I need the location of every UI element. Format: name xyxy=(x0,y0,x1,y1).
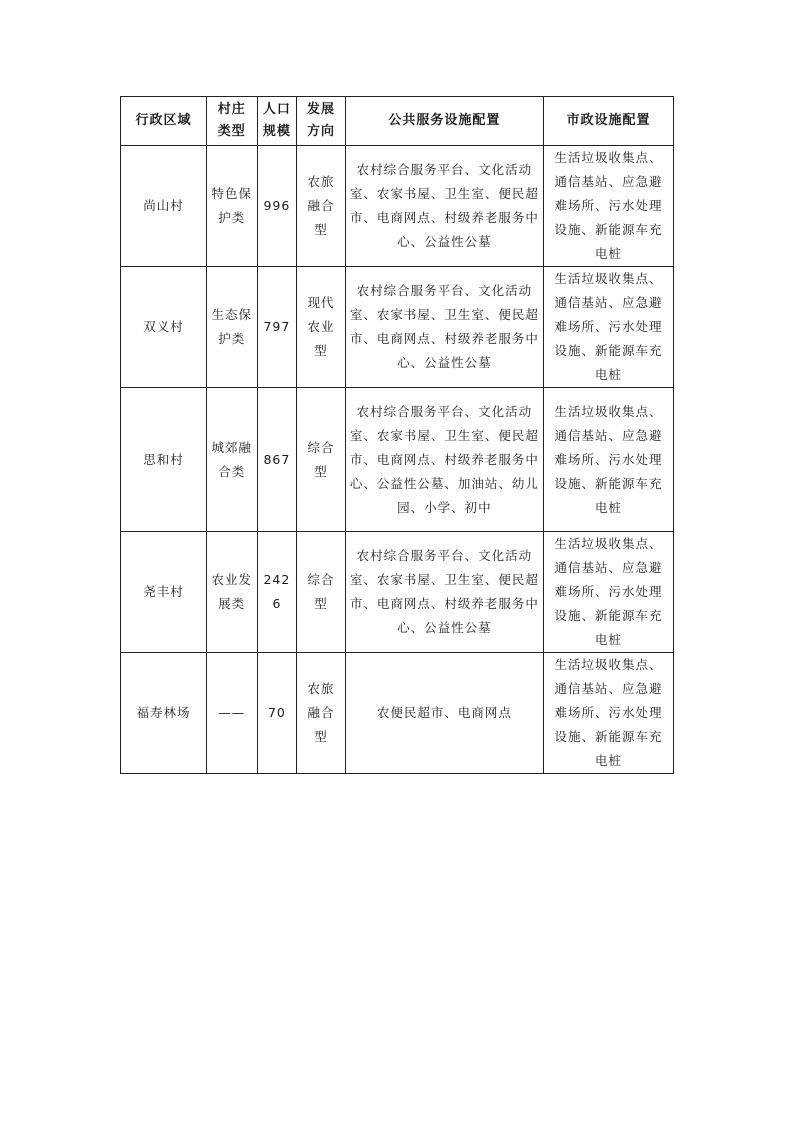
table-row xyxy=(121,532,674,653)
cell-municipal-facilities: 生活垃圾收集点、通信基站、应急避难场所、污水处理设施、新能源车充电桩 xyxy=(544,532,674,653)
table-row xyxy=(121,388,674,532)
header-municipal-facilities: 市政设施配置 xyxy=(544,97,674,146)
header-region: 行政区域 xyxy=(121,97,207,146)
cell-municipal-facilities: 生活垃圾收集点、通信基站、应急避难场所、污水处理设施、新能源车充电桩 xyxy=(544,388,674,532)
cell-municipal-facilities: 生活垃圾收集点、通信基站、应急避难场所、污水处理设施、新能源车充电桩 xyxy=(544,146,674,267)
cell-region: 思和村 xyxy=(121,388,207,532)
header-population: 人口规模 xyxy=(257,97,297,146)
cell-population: 797 xyxy=(257,267,297,388)
header-village-type: 村庄类型 xyxy=(206,97,257,146)
cell-public-facilities: 农村综合服务平台、文化活动室、农家书屋、卫生室、便民超市、电商网点、村级养老服务中心、公益性公墓 xyxy=(345,267,543,388)
cell-population: 996 xyxy=(257,146,297,267)
cell-village-type: 生态保护类 xyxy=(206,267,257,388)
cell-region: 福寿林场 xyxy=(121,653,207,774)
table-row xyxy=(121,653,674,774)
cell-population: 70 xyxy=(257,653,297,774)
cell-direction: 现代农业型 xyxy=(297,267,345,388)
cell-region: 尚山村 xyxy=(121,146,207,267)
cell-public-facilities: 农村综合服务平台、文化活动室、农家书屋、卫生室、便民超市、电商网点、村级养老服务中心、公益性公墓 xyxy=(345,532,543,653)
table-row xyxy=(121,267,674,388)
cell-municipal-facilities: 生活垃圾收集点、通信基站、应急避难场所、污水处理设施、新能源车充电桩 xyxy=(544,267,674,388)
cell-region: 双义村 xyxy=(121,267,207,388)
header-direction: 发展方向 xyxy=(297,97,345,146)
cell-village-type: —— xyxy=(206,653,257,774)
cell-direction: 综合型 xyxy=(297,532,345,653)
village-facilities-table xyxy=(120,96,674,774)
cell-village-type: 农业发展类 xyxy=(206,532,257,653)
cell-public-facilities: 农村综合服务平台、文化活动室、农家书屋、卫生室、便民超市、电商网点、村级养老服务中心、公益性公墓 xyxy=(345,146,543,267)
table-header-row xyxy=(121,97,674,146)
cell-public-facilities: 农村综合服务平台、文化活动室、农家书屋、卫生室、便民超市、电商网点、村级养老服务中心、公益性公墓、加油站、幼儿园、小学、初中 xyxy=(345,388,543,532)
cell-public-facilities: 农便民超市、电商网点 xyxy=(345,653,543,774)
cell-population: 867 xyxy=(257,388,297,532)
table-row xyxy=(121,146,674,267)
cell-region: 尧丰村 xyxy=(121,532,207,653)
cell-village-type: 城郊融合类 xyxy=(206,388,257,532)
cell-direction: 农旅融合型 xyxy=(297,146,345,267)
header-public-facilities: 公共服务设施配置 xyxy=(345,97,543,146)
cell-municipal-facilities: 生活垃圾收集点、通信基站、应急避难场所、污水处理设施、新能源车充电桩 xyxy=(544,653,674,774)
cell-population: 2426 xyxy=(257,532,297,653)
cell-village-type: 特色保护类 xyxy=(206,146,257,267)
cell-direction: 综合型 xyxy=(297,388,345,532)
cell-direction: 农旅融合型 xyxy=(297,653,345,774)
